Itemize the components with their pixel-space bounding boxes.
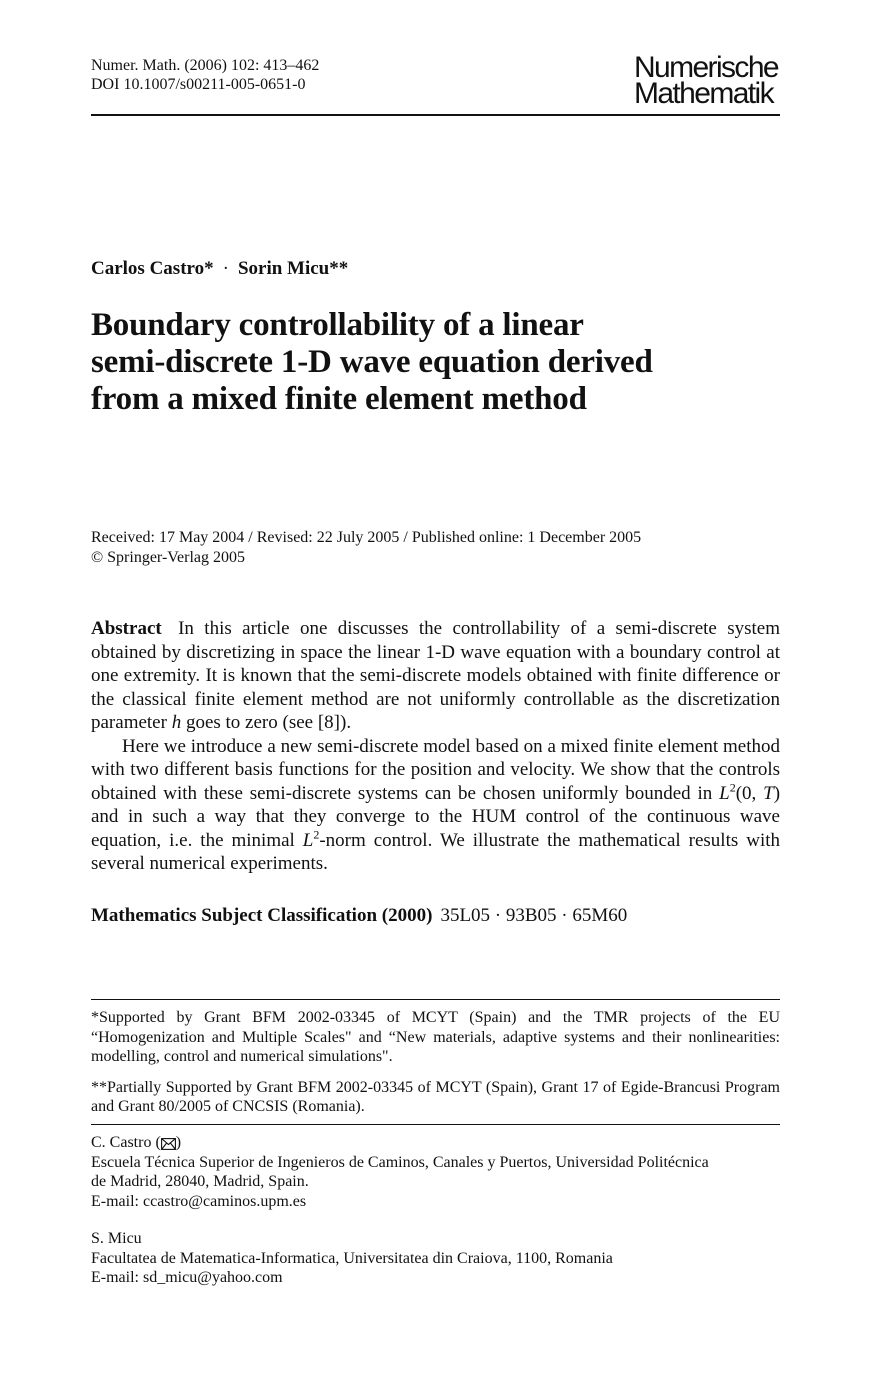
doi-line: DOI 10.1007/s00211-005-0651-0 xyxy=(91,76,306,93)
paper-title xyxy=(91,307,780,418)
copyright-line: © Springer-Verlag 2005 xyxy=(91,549,246,566)
journal-logo-line2: Mathematik xyxy=(633,77,773,110)
math-text: (0, xyxy=(735,782,757,804)
footnote: **Partially Supported by Grant BFM 2002-03345 of MCYT (Spain), Grant 17 of Egide-Brancusi Program and Grant 80/2005 of CNCSIS (Romania). xyxy=(91,1078,780,1115)
journal-logo-line1: Numerische xyxy=(633,51,778,84)
date-history: Received: 17 May 2004 / Revised: 22 July 2005 / Published online: 1 December 2005 xyxy=(91,529,642,546)
citation-line: Numer. Math. (2006) 102: 413–462 xyxy=(91,57,320,74)
affiliation-email: E-mail: sd_micu@yahoo.com xyxy=(91,1269,283,1286)
paper-page xyxy=(91,0,780,1388)
math-superscript: 2 xyxy=(729,780,736,795)
affiliation-name-text: ) xyxy=(175,1134,182,1151)
author-separator: · xyxy=(222,258,229,279)
affiliation-name-text: C. Castro ( xyxy=(91,1134,161,1151)
affiliation-castro xyxy=(91,1133,780,1211)
math-symbol: h xyxy=(171,712,182,733)
footnote: *Supported by Grant BFM 2002-03345 of MCYT (Spain) and the TMR projects of the EU “Homogenization and Multiple Scales" and “New materials, adaptive systems and their nonlinearities: modelling, control and numerical simulations". xyxy=(91,1009,780,1065)
affiliation-address: Escuela Técnica Superior de Ingenieros de Caminos, Canales y Puertos, Universidad Politécnica xyxy=(91,1153,709,1171)
math-text: ) xyxy=(773,782,781,804)
math-symbol: L xyxy=(302,829,314,851)
citation-block xyxy=(91,56,319,94)
math-symbol: T xyxy=(763,782,774,804)
msc-label: Mathematics Subject Classification (2000) xyxy=(91,905,433,926)
affiliation-address: Facultatea de Matematica-Informatica, Universitatea din Craiova, 1100, Romania xyxy=(91,1249,613,1267)
math-symbol: L xyxy=(719,782,730,804)
journal-logo xyxy=(633,51,778,110)
affiliation-name xyxy=(91,1133,780,1153)
abstract-label: Abstract xyxy=(91,618,162,639)
author-name: Sorin Micu** xyxy=(237,258,349,279)
abstract-paragraph xyxy=(91,735,780,876)
page-header xyxy=(91,51,780,116)
abstract-text: In this article one discusses the controllability of a semi-discrete system obtained by discretizing in space the linear 1-D wave equation with a boundary control at one extremity. It is known that the semi-discrete models obtained with finite difference or the classical finite element method are not uniformly controllable as the discretization parameter xyxy=(91,618,780,733)
affiliation-name: S. Micu xyxy=(91,1230,142,1247)
math-superscript: 2 xyxy=(313,827,320,842)
envelope-icon xyxy=(161,1138,176,1150)
affiliations xyxy=(91,1124,780,1306)
abstract-text: -norm control. We illustrate the mathematical results with several numerical experiments. xyxy=(91,829,780,874)
abstract-text: Here we introduce a new semi-discrete model based on a mixed finite element method with two different basis functions for the position and velocity. We show that the controls obtained with these semi-discrete systems can be chosen uniformly bounded in xyxy=(91,735,780,804)
footnotes xyxy=(91,999,780,1117)
affiliation-email: E-mail: ccastro@caminos.upm.es xyxy=(91,1192,307,1210)
author-name: Carlos Castro* xyxy=(91,258,214,279)
title-line: Boundary controllability of a linear xyxy=(91,307,584,343)
abstract xyxy=(91,617,780,876)
abstract-text: goes to zero (see [8]). xyxy=(185,712,352,733)
title-line: from a mixed finite element method xyxy=(91,381,587,417)
affiliation-micu xyxy=(91,1229,780,1288)
author-list xyxy=(91,258,348,280)
msc-codes: 35L05 · 93B05 · 65M60 xyxy=(440,905,628,926)
title-line: semi-discrete 1-D wave equation derived xyxy=(91,344,653,380)
abstract-paragraph xyxy=(91,617,780,735)
publication-dates xyxy=(91,528,641,568)
abstract-text: and in such a way that they converge to the HUM control of the continuous wave equation, i.e. the minimal xyxy=(91,806,780,851)
affiliation-address: de Madrid, 28040, Madrid, Spain. xyxy=(91,1173,309,1190)
subject-classification xyxy=(91,905,627,927)
